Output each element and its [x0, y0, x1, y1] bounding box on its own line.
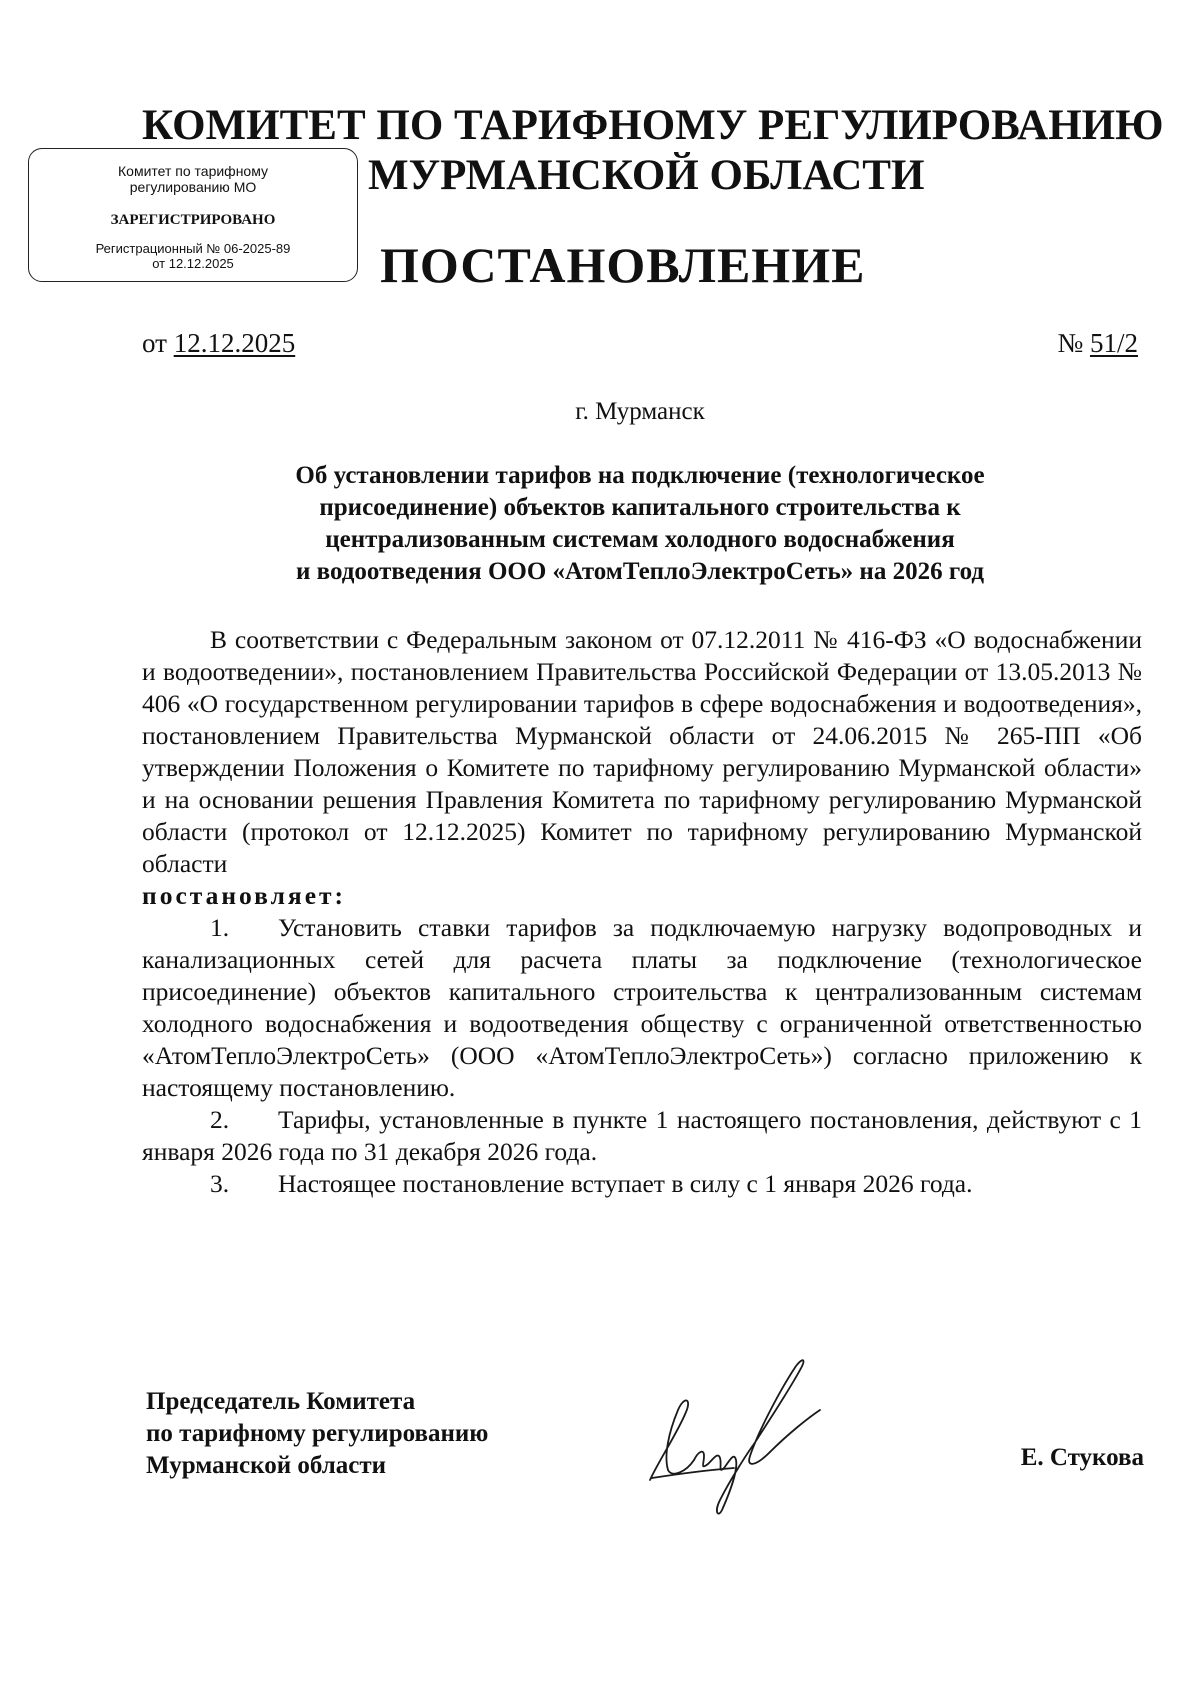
- item-2: [142, 1104, 1142, 1168]
- signature-title-line3: Мурманской области: [146, 1452, 387, 1479]
- list-item: [142, 1168, 1142, 1200]
- item-number: 2.: [210, 1105, 230, 1134]
- date-value: 12.12.2025: [173, 328, 296, 358]
- signature-title-line1: Председатель Комитета: [146, 1388, 416, 1415]
- stamp-organization: [29, 163, 357, 195]
- header-title-line2: МУРМАНСКОЙ ОБЛАСТИ: [368, 152, 925, 199]
- list-item: [142, 912, 1142, 1104]
- item-1: [142, 912, 1142, 1104]
- header-title-line1: КОМИТЕТ ПО ТАРИФНОМУ РЕГУЛИРОВАНИЮ: [142, 102, 1164, 149]
- stamp-registration: [29, 241, 357, 271]
- stamp-reg-line1: Регистрационный № 06-2025-89: [95, 241, 291, 256]
- subject-line3: централизованным системам холодного водоснабжения: [325, 526, 955, 553]
- number-value: 51/2: [1089, 328, 1138, 358]
- item-number: 3.: [210, 1169, 230, 1198]
- preamble-paragraph: В соответствии с Федеральным законом от 07.12.2011 № 416-ФЗ «О водоснабжении и водоотведении», постановлением Правительства Российской Федерации от 13.05.2013 № 406 «О государственном регулировании тарифов в сфере водоснабжения и водоотведения», постановлением Правительства Мурманской области от 24.06.2015 № 265-ПП «Об утверждении Положения о Комитете по тарифному регулированию Мурманской области» и на основании решения Правления Комитета по тарифному регулированию Мурманской области (протокол от 12.12.2025) Комитет по тарифному регулированию Мурманской области: [142, 625, 1142, 878]
- stamp-org-line2: регулированию МО: [129, 179, 257, 195]
- stamp-org-line1: Комитет по тарифному: [118, 163, 268, 179]
- handwritten-signature-icon: [638, 1352, 828, 1522]
- registration-stamp: [28, 148, 358, 282]
- item-text: Настоящее постановление вступает в силу с 1 января 2026 года.: [278, 1169, 973, 1198]
- document-type: ПОСТАНОВЛЕНИЕ: [380, 237, 866, 293]
- date-prefix: от: [142, 328, 167, 358]
- item-text: Тарифы, установленные в пункте 1 настоящего постановления, действуют с 1 января 2026 года по 31 декабря 2026 года.: [142, 1105, 1142, 1166]
- signature-title: [146, 1386, 488, 1482]
- signer-name: Е. Стукова: [1020, 1444, 1144, 1471]
- subject-line2: присоединение) объектов капитального строительства к: [319, 494, 961, 521]
- document-body: [142, 624, 1142, 1200]
- item-3: [142, 1168, 973, 1200]
- subject-line1: Об установлении тарифов на подключение (технологическое: [295, 462, 985, 489]
- stamp-reg-line2: от 12.12.2025: [152, 256, 234, 271]
- document-city: г. Мурманск: [575, 398, 705, 425]
- number-prefix: №: [1057, 328, 1084, 358]
- document-date: [142, 328, 295, 359]
- document-number: [1057, 328, 1138, 359]
- stamp-status: ЗАРЕГИСТРИРОВАНО: [110, 212, 276, 228]
- signature-title-line2: по тарифному регулированию: [146, 1420, 489, 1447]
- resolves-word: постановляет:: [142, 881, 347, 910]
- document-subject: [140, 460, 1140, 588]
- item-text: Установить ставки тарифов за подключаемую нагрузку водопроводных и канализационных сетей для расчета платы за подключение (технологическое присоединение) объектов капитального строительства к централизованным системам холодного водоснабжения и водоотведения обществу с ограниченной ответственностью «АтомТеплоЭлектроСеть» (ООО «АтомТеплоЭлектроСеть») согласно приложению к настоящему постановлению.: [142, 913, 1142, 1102]
- subject-line4: и водоотведения ООО «АтомТеплоЭлектроСеть» на 2026 год: [295, 558, 984, 585]
- item-number: 1.: [210, 913, 230, 942]
- list-item: [142, 1104, 1142, 1168]
